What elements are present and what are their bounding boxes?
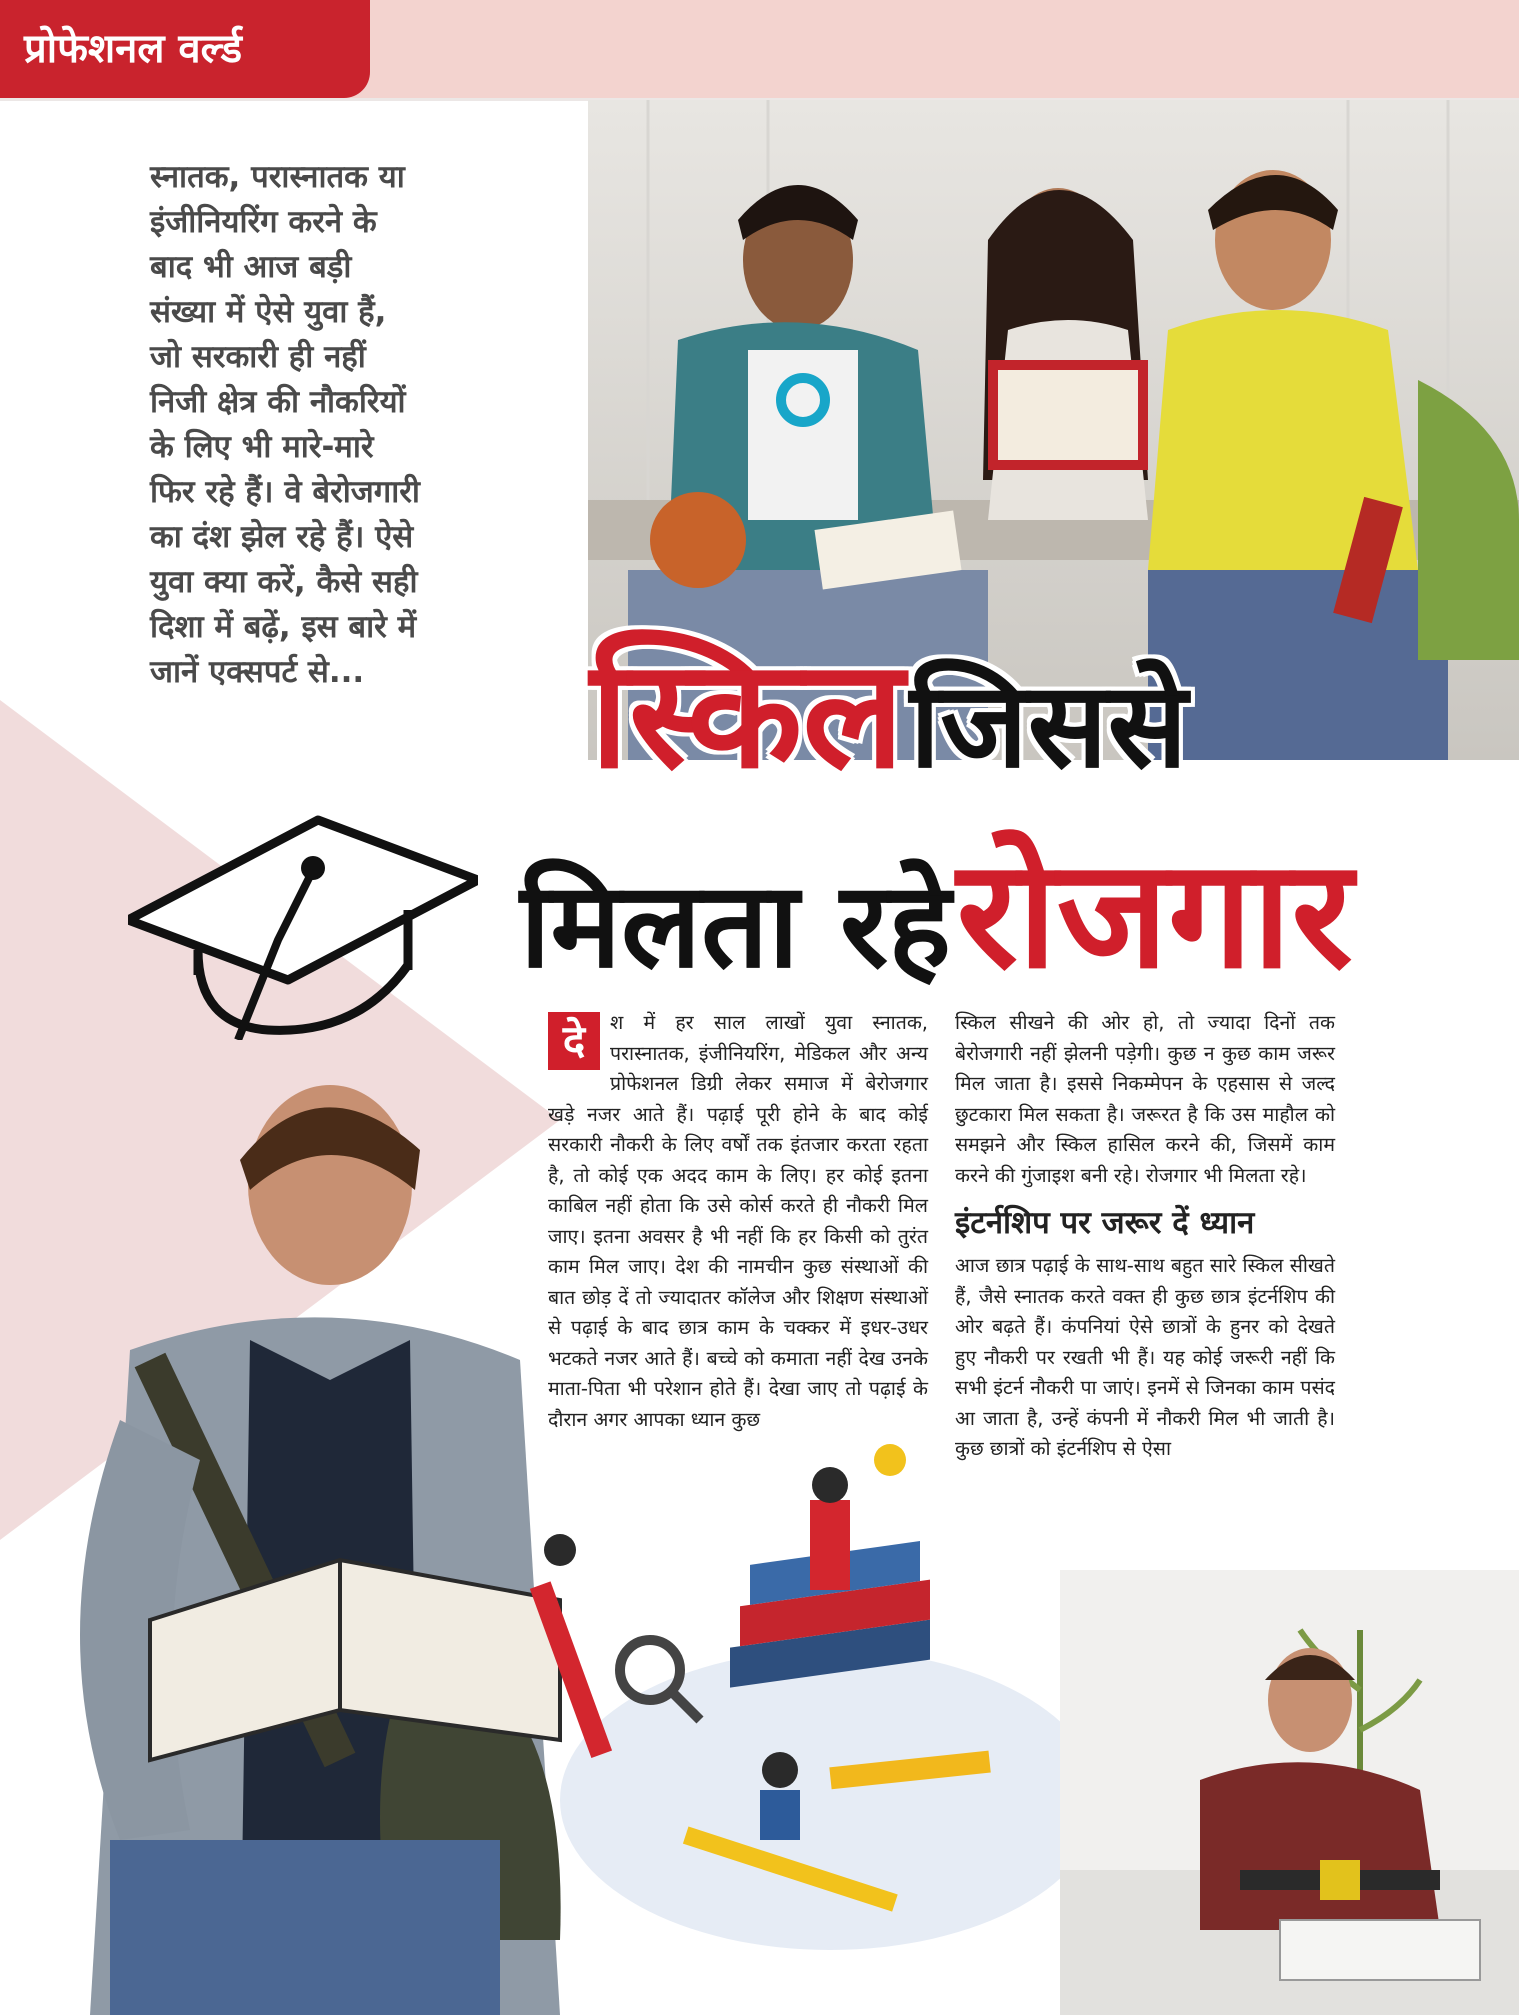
article-column-1 [548, 1008, 928, 1435]
article-column-2 [955, 1008, 1335, 1465]
headline-word-milta-rahe: मिलता रहे [520, 856, 951, 994]
study-illustration [500, 1440, 1100, 2015]
headline-line-2 [520, 830, 1353, 1010]
article-paragraph-2: स्किल सीखने की ओर हो, तो ज्यादा दिनों तक बेरोजगारी नहीं झेलनी पड़ेगी। कुछ न कुछ काम जरूर मिल जाता है। इससे निकम्मेपन के एहसास से जल्द छुटकारा मिल सकता है। जरूरत है कि उस माहौल को समझने और स्किल हासिल करने की, जिसमें काम करने की गुंजाइश बनी रहे। रोजगार भी मिलता रहे। [955, 1011, 1335, 1187]
headline-line-1 [590, 630, 1187, 810]
graduation-cap-icon [128, 800, 478, 1040]
section-label: प्रोफेशनल वर्ल्ड [0, 0, 370, 98]
headline-word-rozgar: रोजगार [956, 828, 1353, 1002]
dropcap: दे [548, 1012, 600, 1070]
headline-word-jisse: जिससे [909, 656, 1188, 794]
article-paragraph-3: आज छात्र पढ़ाई के साथ-साथ बहुत सारे स्किल सीखते हैं, जैसे स्नातक करते वक्त ही कुछ छात्र इंटर्नशिप की ओर बढ़ते हैं। कंपनियां ऐसे छात्रों के हुनर को देखते हुए नौकरी पर रखती भी हैं। यह कोई जरूरी नहीं कि सभी इंटर्न नौकरी पा जाएं। इनमें से जिनका काम पसंद आ जाता है, उन्हें कंपनी में नौकरी मिल भी जाती है। कुछ छात्रों को इंटर्नशिप से ऐसा [955, 1254, 1335, 1460]
man-at-desk-photo [1060, 1570, 1519, 2015]
intro-text: स्नातक, परास्नातक या इंजीनियरिंग करने के बाद भी आज बड़ी संख्या में ऐसे युवा हैं, जो सरकारी ही नहीं निजी क्षेत्र की नौकरियों के लिए भी मारे-मारे फिर रहे हैं। वे बेरोजगारी का दंश झेल रहे हैं। ऐसे युवा क्या करें, कैसे सही दिशा में बढ़ें, इस बारे में जानें एक्सपर्ट से... [150, 159, 420, 690]
headline-word-skill: स्किल [590, 628, 905, 802]
article-paragraph-1: श में हर साल लाखों युवा स्नातक, परास्नातक, इंजीनियरिंग, मेडिकल और अन्य प्रोफेशनल डिग्री लेकर समाज में बेरोजगार खड़े नजर आते हैं। पढ़ाई पूरी होने के बाद कोई सरकारी नौकरी के लिए वर्षों तक इंतजार करता रहता है, तो कोई एक अदद काम के लिए। हर कोई इतना काबिल नहीं होता कि उसे कोर्स करते ही नौकरी मिल जाए। इतना अवसर है भी नहीं कि हर किसी को तुरंत काम मिल जाए। देश की नामचीन कुछ संस्थाओं की बात छोड़ दें तो ज्यादातर कॉलेज और शिक्षण संस्थाओं से पढ़ाई के बाद छात्र काम के चक्कर में इधर-उधर भटकते नजर आते हैं। बच्चे को कमाता नहीं देख उनके माता-पिता भी परेशान होते हैं। देखा जाए तो पढ़ाई के दौरान अगर आपका ध्यान कुछ [548, 1011, 928, 1431]
article-subheading: इंटर्नशिप पर जरूर दें ध्यान [955, 1205, 1255, 1241]
